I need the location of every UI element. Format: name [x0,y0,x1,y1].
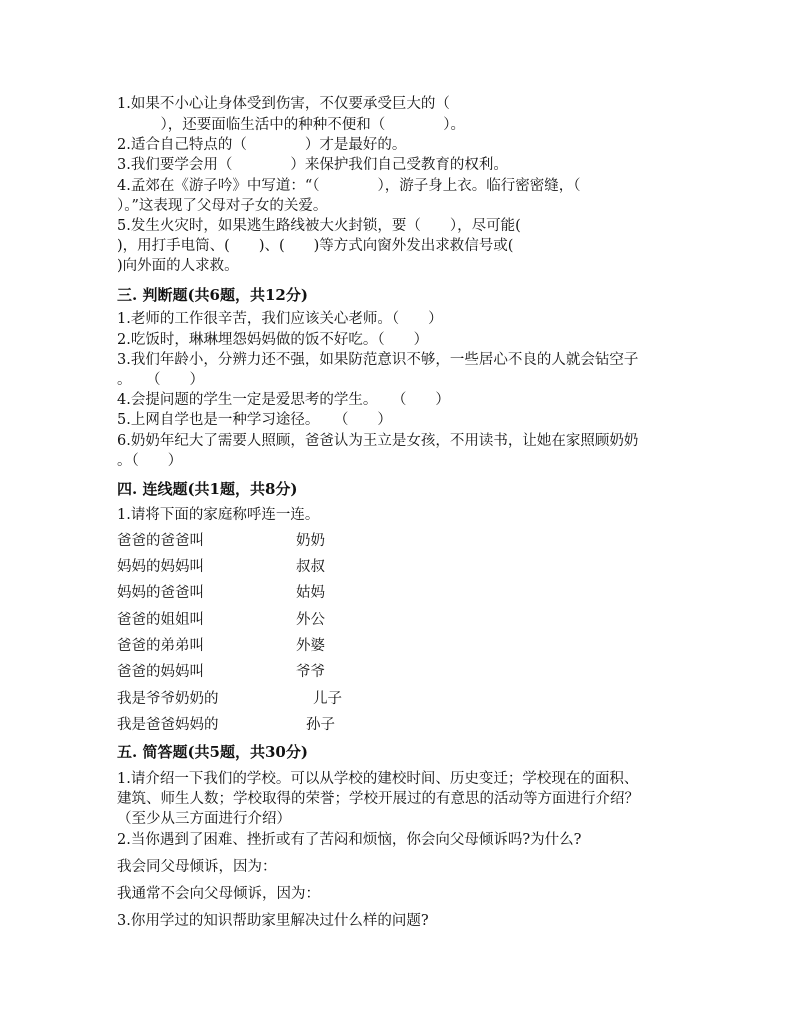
short-answer-line: 建筑、师生人数；学校取得的荣誉；学校开展过的有意思的活动等方面进行介绍？ [117,791,639,807]
matching-right-item: 姑妈 [296,585,325,601]
judge-line: 。 （ ） [117,372,204,388]
matching-left-item: 妈妈的爸爸叫 [117,585,204,601]
matching-right-item: 外公 [296,612,325,628]
judge-line: 4.会提问题的学生一定是爱思考的学生。 （ ） [117,392,450,408]
judge-line: 2.吃饭时，琳琳埋怨妈妈做的饭不好吃。（ ） [117,332,429,348]
short-answer-line: （至少从三方面进行介绍） [117,811,291,827]
matching-left-item: 我是爸爸妈妈的 [117,717,219,733]
matching-intro: 1.请将下面的家庭称呼连一连。 [117,507,320,523]
fill-blank-line: 5.发生火灾时，如果逃生路线被大火封锁，要（ ），尽可能( [117,218,521,234]
fill-blank-line: 2.适合自己特点的（ ）才是最好的。 [117,137,407,153]
fill-blank-line: )，用打手电筒、( )、( )等方式向窗外发出求救信号或( [117,238,514,254]
matching-left-item: 我是爷爷奶奶的 [117,691,219,707]
matching-left-item: 妈妈的妈妈叫 [117,559,204,575]
fill-blank-line: 1.如果不小心让身体受到伤害，不仅要承受巨大的（ [117,96,450,112]
matching-right-item: 外婆 [296,638,325,654]
short-answer-line: 2.当你遇到了困难、挫折或有了苦闷和烦恼，你会向父母倾诉吗?为什么? [117,832,582,848]
short-answer-line: 3.你用学过的知识帮助家里解决过什么样的问题? [117,913,429,929]
short-answer-heading: 五. 简答题(共5题，共30分) [117,743,308,761]
judge-heading: 三. 判断题(共6题，共12分) [117,286,308,304]
judge-line: 6.奶奶年纪大了需要人照顾，爸爸认为王立是女孩，不用读书，让她在家照顾奶奶 [117,433,639,449]
judge-line: 3.我们年龄小，分辨力还不强，如果防范意识不够，一些居心不良的人就会钻空子 [117,352,639,368]
short-answer-line: 我会同父母倾诉，因为： [117,859,277,875]
fill-blank-line: ）。”这表现了父母对子女的关爱。 [117,198,328,214]
matching-right-item: 孙子 [306,717,335,733]
matching-right-item: 叔叔 [296,559,325,575]
matching-heading: 四. 连线题(共1题，共8分) [117,480,298,498]
judge-line: 1.老师的工作很辛苦，我们应该关心老师。（ ） [117,311,443,327]
matching-right-item: 爷爷 [296,664,325,680]
matching-left-item: 爸爸的妈妈叫 [117,664,204,680]
matching-left-item: 爸爸的姐姐叫 [117,612,204,628]
short-answer-line: 1.请介绍一下我们的学校。可以从学校的建校时间、历史变迁；学校现在的面积、 [117,771,639,787]
fill-blank-line: ），还要面临生活中的种种不便和（ ）。 [117,117,465,133]
matching-left-item: 爸爸的爸爸叫 [117,533,204,549]
fill-blank-line: )向外面的人求救。 [117,258,239,274]
judge-line: 。（ ） [117,453,183,469]
matching-right-item: 奶奶 [296,533,325,549]
fill-blank-line: 3.我们要学会用（ ）来保护我们自己受教育的权利。 [117,157,508,173]
matching-right-item: 儿子 [313,691,342,707]
fill-blank-line: 4.孟郊在《游子吟》中写道：“（ ），游子身上衣。临行密密缝，（ [117,178,581,194]
short-answer-line: 我通常不会向父母倾诉，因为： [117,886,320,902]
judge-line: 5.上网自学也是一种学习途径。 （ ） [117,412,392,428]
matching-left-item: 爸爸的弟弟叫 [117,638,204,654]
